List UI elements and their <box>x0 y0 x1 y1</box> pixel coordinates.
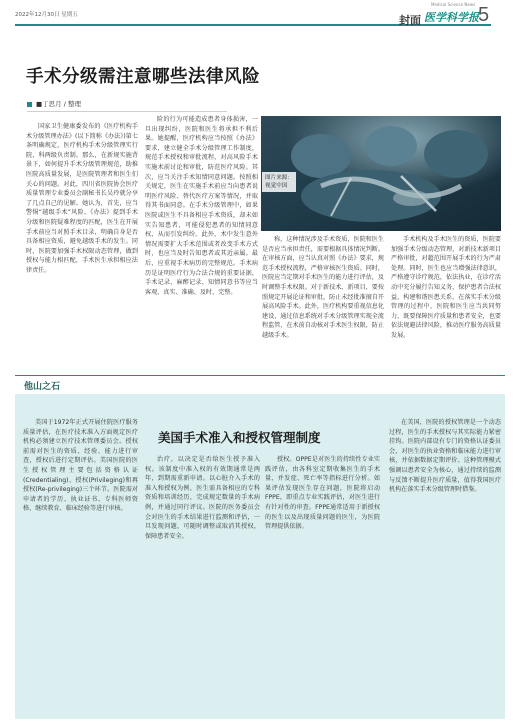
section-name: 封面 <box>399 14 421 27</box>
surgery-photo <box>261 116 501 231</box>
sidebar-column-3 <box>265 455 380 532</box>
brand-english: Medical Science News <box>431 2 476 7</box>
sidebar-column-4 <box>389 418 501 495</box>
column-text: 险的行为可能造成患者身体损害，一旦出现纠纷，医院和医生将承担不利后果。她提醒，医疗机构应当按照《办法》要求，建立健全手术分级管理工作制度，规范手术授权和审批流程，对高风险手术实施术前讨论和审批，防范医疗风险。其次，应当关注手术知情同意问题。按照相关规定，医生在实施手术前应当向患者说明医疗风险、替代医疗方案等情况，并取得其书面同意。在手术分级管理中，如果医院或医生不具备相应手术资质，却未如实告知患者，可能侵犯患者的知情同意权，从而引发纠纷。此外，术中发生意外情况需要扩大手术范围或者改变手术方式时，也应当及时告知患者或其近亲属。最后，应重视手术病历的完整规范。手术病历是证明医疗行为合法合规的重要证据，手术记录、麻醉记录、知情同意书等应当客观、真实、准确、及时、完整。 <box>145 116 258 296</box>
article-column-1 <box>26 122 138 276</box>
column-text: 手术机构及手术医生的资质，医院要加强手术分级动态管理，对新技术新项目严格审批，对超范围开展手术的行为严肃处理。同时，医生也应当增强法律意识，严格遵守诊疗规范，依法执业，在诊疗活动中充分履行告知义务，保护患者合法权益，构建和谐医患关系。在落实手术分级管理的过程中，医院和医生应当共同努力，既要保障医疗质量和患者安全，也要依法规避法律风险，推动医疗服务高质量发展。 <box>391 236 501 339</box>
page-number: 5 <box>478 4 490 26</box>
issue-date: 2022年12月30日 星期五 <box>15 12 78 18</box>
brand-logo: 医学科学报 <box>424 11 479 24</box>
article-column-3 <box>262 235 384 341</box>
sidebar-article-title: 美国手术准入和授权管理制度 <box>158 430 321 445</box>
article-author: ■丁思月 / 整理 <box>36 100 81 108</box>
photo-caption-source: 视觉中国 <box>265 183 288 189</box>
column-tag: 他山之石 <box>24 382 61 392</box>
article-title: 手术分级需注意哪些法律风险 <box>26 67 260 87</box>
sidebar-column-1 <box>23 418 138 514</box>
surgery-photo-image <box>261 116 501 231</box>
photo-caption <box>262 172 296 192</box>
column-text: 授权。OPPE是对医生的持续性专业实践评估，由各科室定期收集医生的手术量、并发症、死亡率等指标进行分析。如果评估发现医生存在问题，医院将启动FPPE，即重点专业实践评估，对医生进行有针对性的审查。FPPE通常适用于新授权的医生以及出现质量问题的医生，为医院管理提供依据。 <box>265 456 380 531</box>
column-text: 国家卫生健康委发布的《医疗机构手术分级管理办法》(以下简称《办法》)第七条明确规定，医疗机构手术分级管理实行院、科两级负责制。那么，在新规实施背景下，如何提升手术分级管理规范，助推医院高质量发展，是医院管理者和医生们关心的问题。对此，四川省医院协会医疗质量管理专业委员会副秘书长吴玲就分享了几点自己的见解。她认为，首先，应当警惕“越级手术”风险。《办法》提到手术分级和医院疑难程度的匹配，医生在开展手术前应当对照手术目录，明确自身是否具备相应资质，避免越级手术的发生。同时，医院要加强手术权限动态管理，做到授权与能力相匹配，手术医生承担相应法律责任。 <box>26 123 138 274</box>
sidebar-column-2 <box>145 455 260 541</box>
article-column-2 <box>145 115 258 297</box>
column-text: 美国于1972年正式开展住院医疗服务质量评估，在医疗技术准入方面规定医疗机构必须建立医疗技术管理委员会。授权前需对医生的资质、经验、能力进行审查，授权后进行定期评估。美国医院的医生授权管理主要包括资格认证(Credentialing)、授权(Privileging)和再授权(Re-privileging)三个环节。医院需对申请者的学历、执业证书、专科医师资格、继续教育、临床经验等进行审核。 <box>23 419 138 513</box>
article-column-4 <box>391 235 501 341</box>
column-text: 称，这种情况涉及手术资质，医院和医生是否应当承担责任，需要根据具体情况判断。在审核方面，应当认真对照《办法》要求，规范手术授权流程，严格审核医生资质。同时，医院应当定期对手术医生的能力进行评估，及时调整手术权限。对于新技术、新项目，要按照规定开展论证和审批，防止未经批准擅自开展高风险手术。此外，医疗机构要重视信息化建设，通过信息系统对手术分级管理实现全流程监管，在术前自动核对手术医生权限，防止越级手术。 <box>262 236 384 339</box>
author-marker-icon <box>27 102 32 107</box>
title-divider <box>27 111 227 112</box>
photo-caption-label: 图片来源： <box>265 175 293 181</box>
column-text: 治疗，以决定是否给医生授予准入权。该制度中准入权的有效期通常是两年，到期需重新申请。以心脏介入手术的准入和授权为例，医生需具备相应的专科资质和培训经历，完成规定数量的手术病例，并通过同行评议。医院的医务委员会会对医生的手术结果进行监测和评估，一旦发现问题，可随时调整或取消其授权，保障患者安全。 <box>145 456 260 540</box>
section-divider <box>15 375 505 376</box>
column-text: 在美国，医院的授权管理是一个动态过程，医生的手术授权与其实际能力紧密挂钩。医院内部设有专门的资格认证委员会，对医生的执业资格和临床能力进行审核，并依据数据定期评价。这种管理模式强调以患者安全为核心，通过持续的监测与反馈不断提升医疗质量，值得我国医疗机构在落实手术分级管理时借鉴。 <box>389 419 501 494</box>
